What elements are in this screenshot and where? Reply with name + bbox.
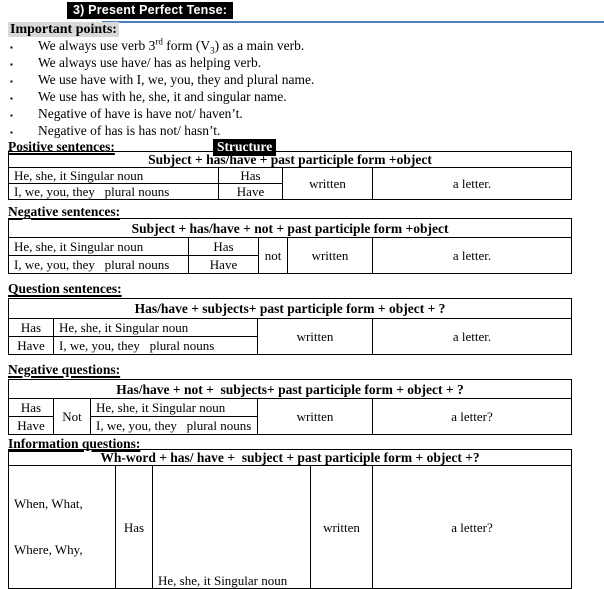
formula-header: Has/have + not + subjects+ past participle form + object + ? — [9, 380, 572, 399]
important-points-list — [10, 37, 570, 139]
important-points-heading: Important points: — [10, 22, 117, 37]
aux-has-cell: Has — [189, 238, 259, 256]
list-item — [10, 88, 570, 105]
subject-plural-cell: I, we, you, they plural nouns — [54, 337, 258, 355]
table-row — [9, 238, 572, 256]
list-item — [10, 54, 570, 71]
bullet-text: Negative of have is have not/ haven’t. — [38, 106, 243, 121]
page-title: 3) Present Perfect Tense: — [67, 2, 233, 19]
bullet-text: We always use verb 3rd form $(V_3)$ as a main verb. — [38, 36, 305, 56]
subject-plural-cell: I, we, you, they plural nouns — [91, 417, 258, 435]
bullet-icon: ▪ — [10, 60, 13, 69]
formula-header: Subject + has/have + not + past participle form +object — [9, 219, 572, 238]
table-header-row — [9, 450, 572, 466]
bullet-text: Negative of has is has not/ hasn’t. — [38, 123, 221, 138]
information-question-structure-table — [8, 449, 572, 589]
subject-singular-cell: He, she, it Singular noun — [91, 399, 258, 417]
bullet-icon: ▪ — [10, 77, 13, 86]
horizontal-rule — [102, 21, 604, 23]
verb-cell: written — [311, 466, 373, 589]
bullet-text: We use has with he, she, it and singular name. — [38, 89, 287, 104]
list-item — [10, 37, 570, 54]
formula-header: Has/have + subjects+ past participle form + object + ? — [9, 299, 572, 319]
aux-have-cell: Have — [189, 256, 259, 274]
table-header-row — [9, 380, 572, 399]
table-header-row — [9, 219, 572, 238]
table-row — [9, 399, 572, 417]
aux-have-cell: Have — [9, 337, 54, 355]
bullet-icon: ▪ — [10, 111, 13, 120]
object-cell: a letter? — [373, 399, 572, 435]
positive-sentences-heading: Positive sentences: — [8, 139, 115, 154]
aux-has-cell: Has — [9, 399, 54, 417]
verb-cell: written — [288, 238, 373, 274]
object-cell: a letter. — [373, 168, 572, 200]
subject-singular-cell: He, she, it Singular noun — [9, 168, 219, 184]
subject-singular-cell: He, she, it Singular noun — [54, 319, 258, 337]
not-cell: Not — [54, 399, 91, 435]
aux-has-cell: Has — [219, 168, 283, 184]
negative-question-structure-table — [8, 379, 572, 435]
wh-word-cell — [9, 466, 116, 589]
table-row — [9, 466, 572, 589]
bullet-icon: ▪ — [10, 94, 13, 103]
subject-singular-cell: He, she, it Singular noun — [153, 466, 311, 589]
formula-header: Wh-word + has/ have + subject + past participle form + object +? — [9, 450, 572, 466]
verb-cell: written — [258, 319, 373, 355]
wh-word-line: Where, Why, — [14, 542, 83, 557]
bullet-icon: ▪ — [10, 128, 13, 137]
bullet-icon: ▪ — [10, 43, 13, 52]
bullet-text: We always use have/ has as helping verb. — [38, 55, 262, 70]
not-cell: not — [259, 238, 288, 274]
aux-have-cell: Have — [9, 417, 54, 435]
negative-sentences-heading: Negative sentences: — [8, 204, 121, 219]
structure-label: Structure — [213, 139, 276, 156]
aux-has-cell: Has — [9, 319, 54, 337]
negative-structure-table — [8, 218, 572, 274]
verb-cell: written — [258, 399, 373, 435]
question-structure-table — [8, 298, 572, 355]
table-header-row — [9, 299, 572, 319]
subject-plural-cell: I, we, you, they plural nouns — [9, 184, 219, 200]
list-item — [10, 105, 570, 122]
aux-has-cell: Has — [116, 466, 153, 589]
list-item — [10, 122, 570, 139]
object-cell: a letter. — [373, 238, 572, 274]
verb-cell: written — [283, 168, 373, 200]
aux-have-cell: Have — [219, 184, 283, 200]
bullet-text: We use have with I, we, you, they and plural name. — [38, 72, 315, 87]
wh-word-line: When, What, — [14, 496, 83, 511]
positive-structure-table — [8, 151, 572, 200]
table-row — [9, 168, 572, 184]
formula-header: Subject + has/have + past participle form +object — [9, 152, 572, 168]
object-cell: a letter. — [373, 319, 572, 355]
question-sentences-heading: Question sentences: — [8, 281, 122, 296]
subject-plural-cell: I, we, you, they plural nouns — [9, 256, 189, 274]
table-header-row — [9, 152, 572, 168]
object-cell: a letter? — [373, 466, 572, 589]
information-questions-heading: Information questions: — [8, 436, 141, 451]
negative-questions-heading: Negative questions: — [8, 362, 121, 377]
subject-singular-cell: He, she, it Singular noun — [9, 238, 189, 256]
table-row — [9, 319, 572, 337]
list-item — [10, 71, 570, 88]
